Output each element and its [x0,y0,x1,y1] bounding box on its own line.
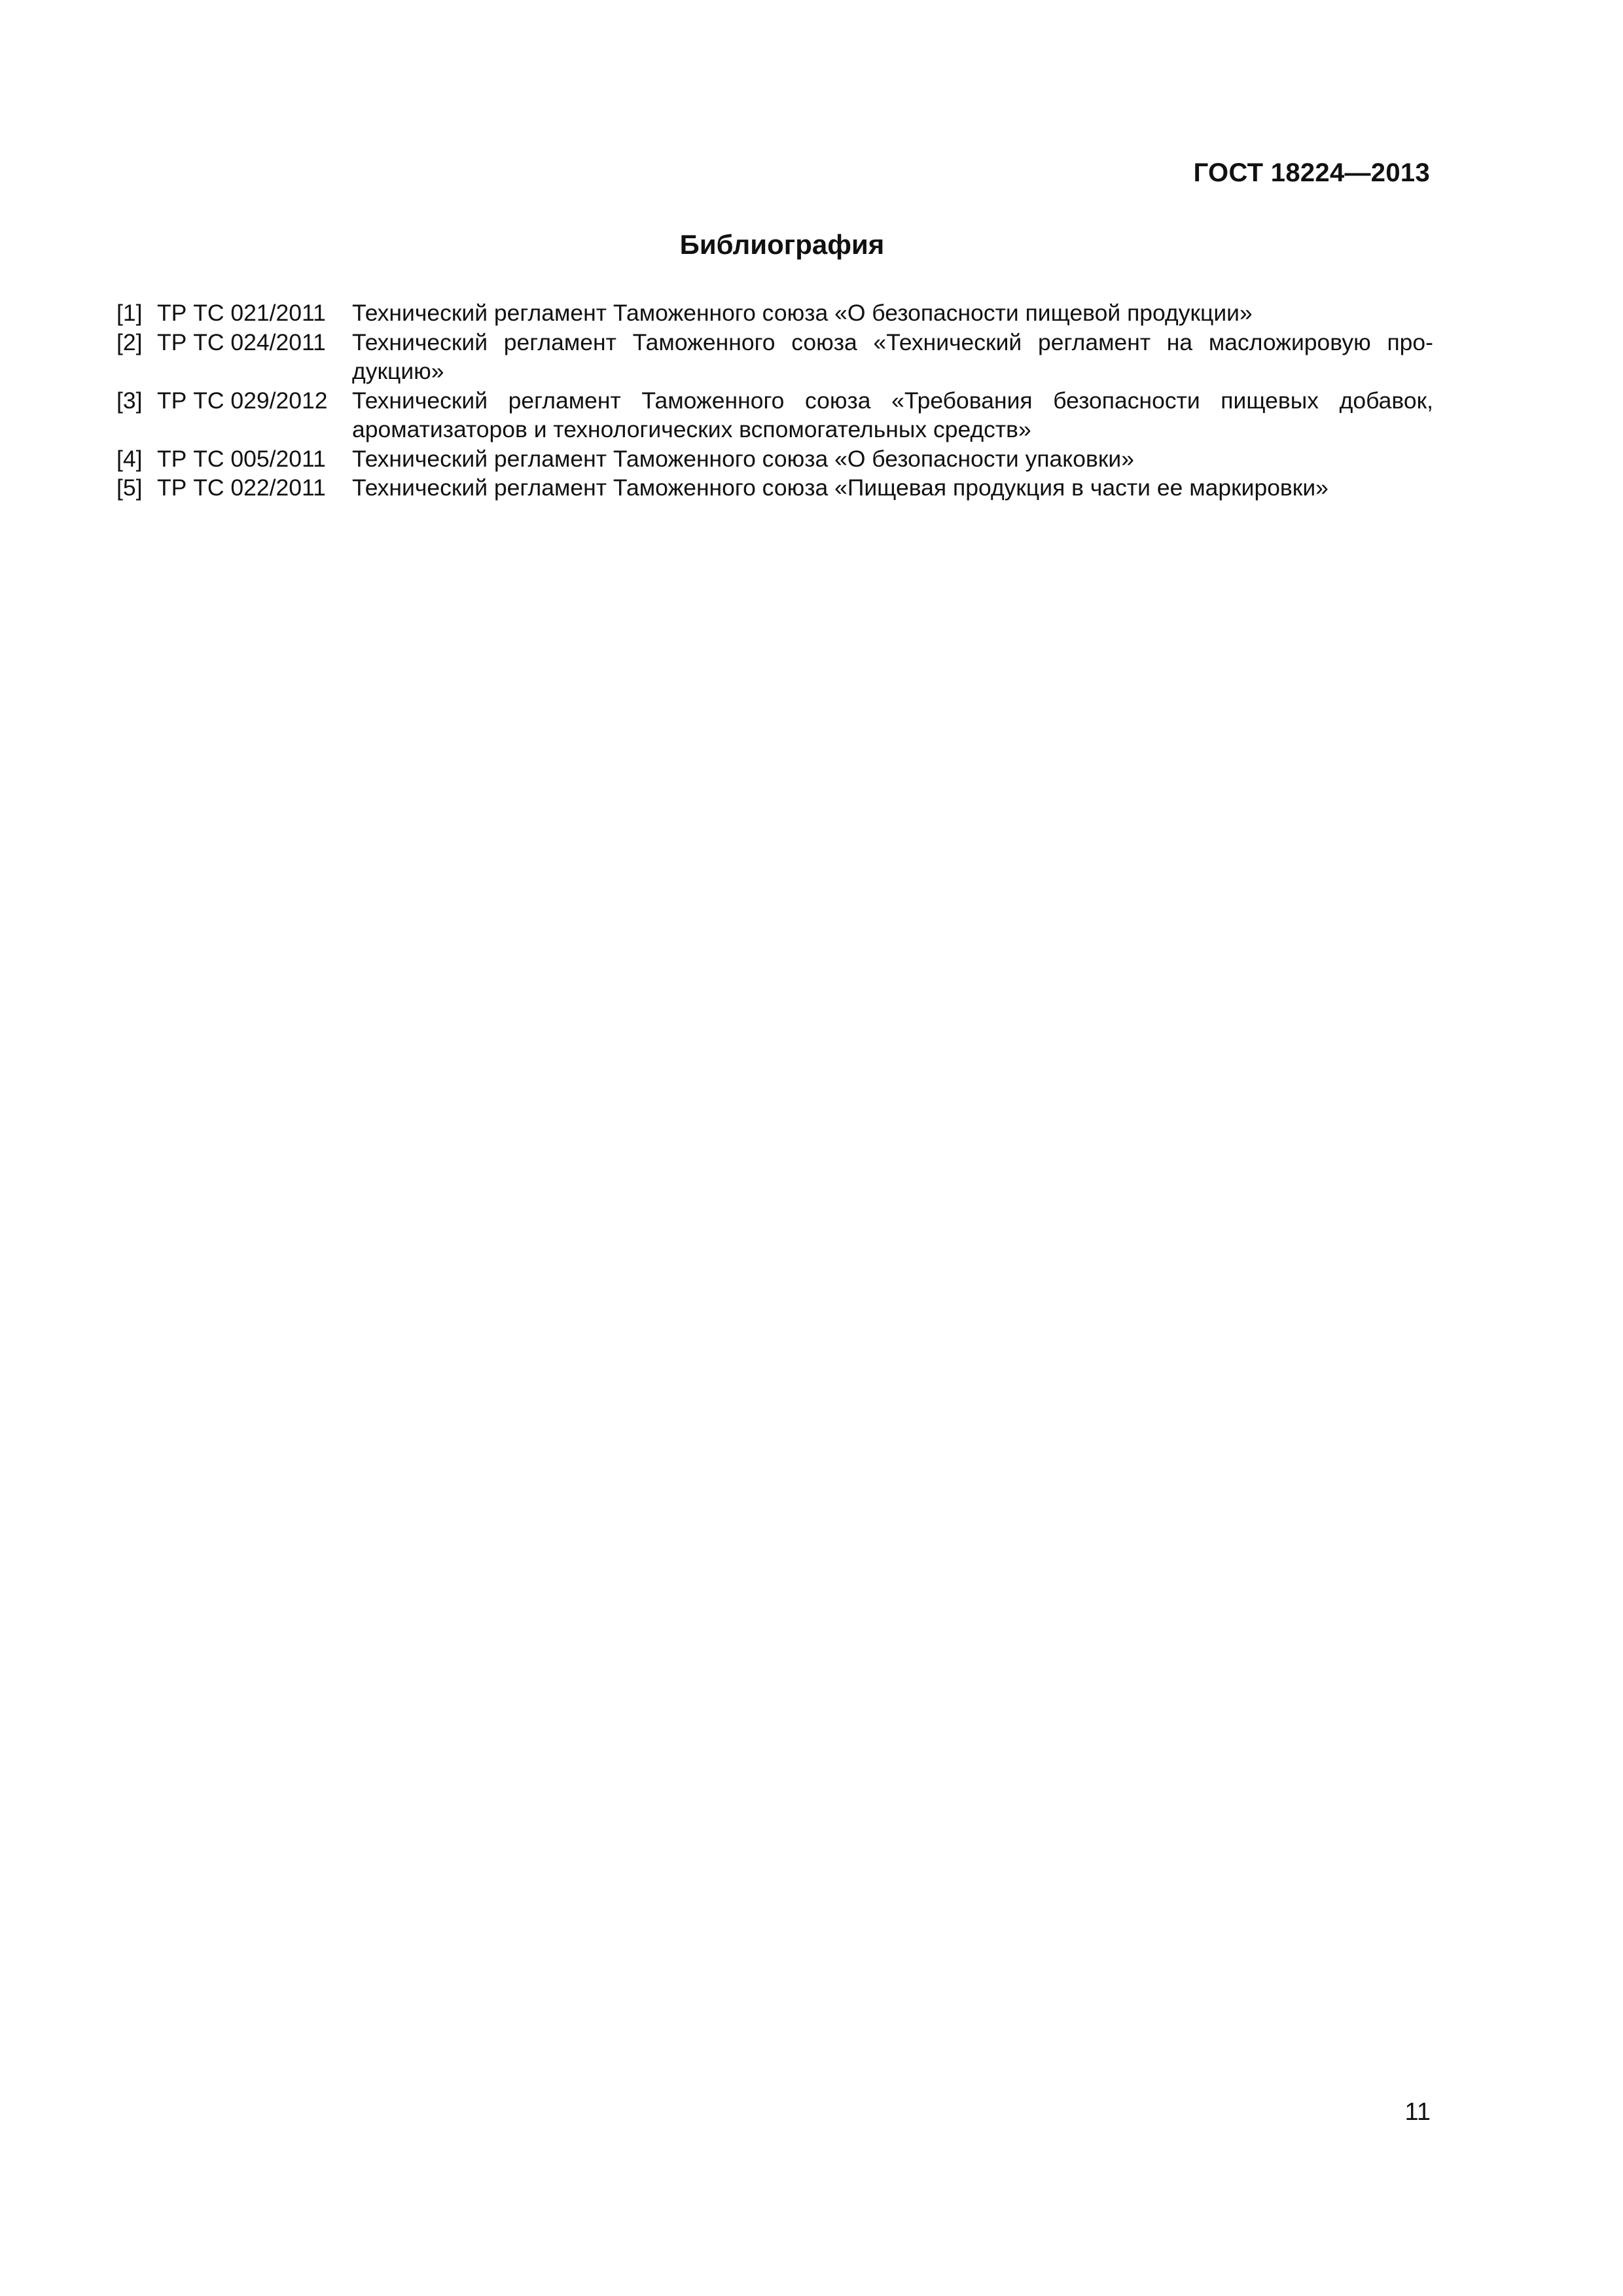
bibliography-item-number: [1] [116,300,143,326]
bibliography-item-title: Технический регламент Таможенного союза «Технический регламент на масложировую продукцию» [352,329,1433,384]
bibliography-item-title: Технический регламент Таможенного союза «О безопасности пищевой продукции» [352,300,1253,326]
bibliography-item-code: ТР ТС 024/2011 [157,329,326,355]
bibliography-item [116,444,1433,474]
page-number: 11 [1404,2098,1431,2126]
bibliography-item-number: [4] [116,445,143,472]
bibliography-list [116,298,1433,503]
bibliography-item [116,298,1433,328]
bibliography-item-title: Технический регламент Таможенного союза «Пищевая продукция в части ее маркировки» [352,475,1329,501]
bibliography-item-code: ТР ТС 021/2011 [157,300,326,326]
bibliography-item [116,473,1433,503]
bibliography-item-title: Технический регламент Таможенного союза «Требования безопасности пищевых добавок, ароматизаторов и технологических вспомогательных средств» [352,387,1433,442]
bibliography-item-number: [2] [116,329,143,355]
bibliography-item [116,386,1433,444]
bibliography-item-title: Технический регламент Таможенного союза «О безопасности упаковки» [352,445,1134,472]
bibliography-item-code: ТР ТС 005/2011 [157,445,326,472]
document-code: ГОСТ 18224—2013 [1193,158,1430,187]
bibliography-item-code: ТР ТС 022/2011 [157,475,326,501]
page-title: Библиография [679,229,885,260]
bibliography-item-number: [3] [116,387,143,414]
bibliography-item-number: [5] [116,475,143,501]
bibliography-item-code: ТР ТС 029/2012 [157,387,328,414]
bibliography-item [116,328,1433,386]
